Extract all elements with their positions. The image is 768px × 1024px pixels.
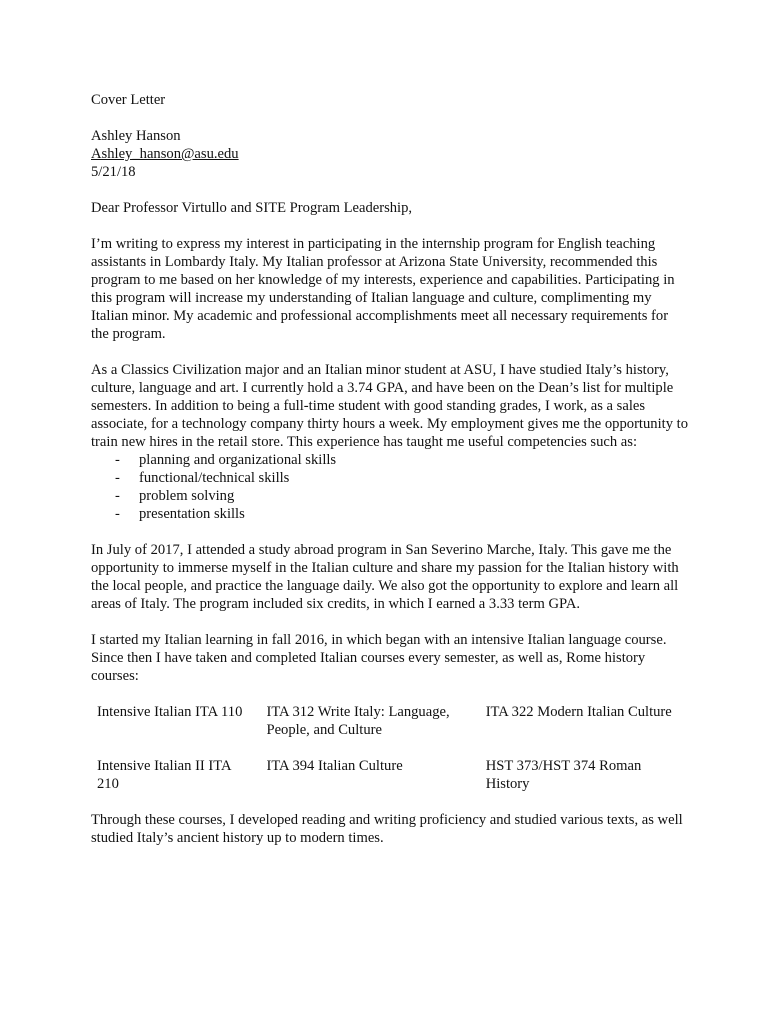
table-cell: ITA 394 Italian Culture xyxy=(266,758,403,774)
letter-date: 5/21/18 xyxy=(91,164,136,180)
paragraph-closing: Through these courses, I developed reading and writing proficiency and studied various texts, as well studied Italy’s ancient history up to modern times. xyxy=(91,812,683,846)
courses-table xyxy=(91,697,681,801)
table-row xyxy=(91,747,681,801)
table-cell: Intensive Italian ITA 110 xyxy=(97,704,243,720)
salutation: Dear Professor Virtullo and SITE Program Leadership, xyxy=(91,200,413,216)
paragraph-background: As a Classics Civilization major and an Italian minor student at ASU, I have studied Italy’s history, culture, language and art. I currently hold a 3.74 GPA, and have been on the Dean’s list for multiple semesters. In addition to being a full-time student with good standing grades, I work, as a sales associate, for a technology company thirty hours a week. My employment gives me the opportunity to train new hires in the retail store. This experience has taught me useful competencies such as: xyxy=(91,362,688,450)
table-cell: Intensive Italian II ITA 210 xyxy=(97,758,231,792)
list-item: - functional/technical skills xyxy=(115,470,290,486)
table-cell: ITA 312 Write Italy: Language, People, and Culture xyxy=(266,704,450,738)
sender-email-link[interactable]: Ashley_hanson@asu.edu xyxy=(91,146,239,162)
paragraph-intro: I’m writing to express my interest in participating in the internship program for English teaching assistants in Lombardy Italy. My Italian professor at Arizona State University, recommended this program to me based on her knowledge of my interests, experience and capabilities. Participating in this program will increase my understanding of Italian language and culture, complimenting my Italian minor. My academic and professional accomplishments meet all necessary requirements for the program. xyxy=(91,236,675,342)
table-cell: ITA 322 Modern Italian Culture xyxy=(485,704,672,720)
paragraph-courses-intro: I started my Italian learning in fall 2016, in which began with an intensive Italian language course. Since then I have taken and completed Italian courses every semester, as well as, Rome history courses: xyxy=(91,632,667,684)
sender-name: Ashley Hanson xyxy=(91,128,181,144)
letter-heading: Cover Letter xyxy=(91,92,166,108)
table-row xyxy=(91,697,681,747)
list-item: - problem solving xyxy=(115,488,235,504)
list-item: - planning and organizational skills xyxy=(115,452,337,468)
list-item: - presentation skills xyxy=(115,506,245,522)
skills-list xyxy=(91,451,688,523)
table-cell: HST 373/HST 374 Roman History xyxy=(485,758,642,792)
paragraph-study-abroad: In July of 2017, I attended a study abroad program in San Severino Marche, Italy. This gave me the opportunity to immerse myself in the Italian culture and share my passion for the Italian history with the local people, and practice the language daily. We also got the opportunity to explore and learn all areas of Italy. The program included six credits, in which I earned a 3.33 term GPA. xyxy=(91,542,679,612)
